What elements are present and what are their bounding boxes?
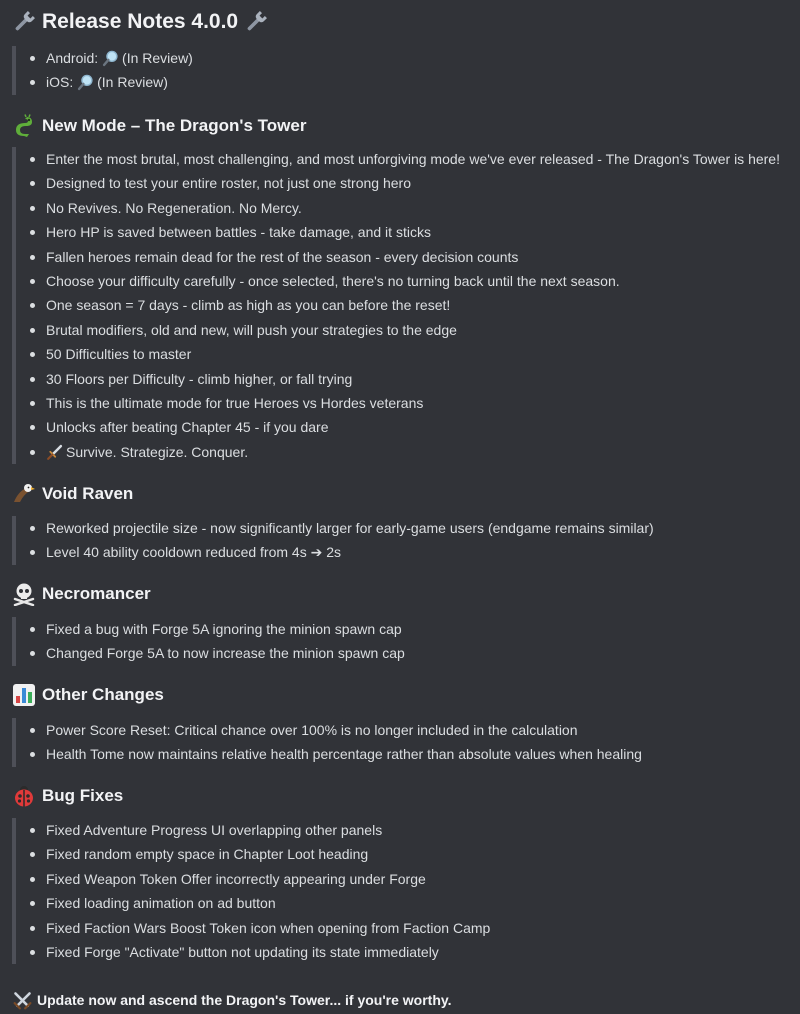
item-text: Fallen heroes remain dead for the rest of the season - every decision counts: [46, 248, 519, 265]
list-item: [30, 742, 642, 766]
list-item: [30, 440, 780, 464]
platform-status-quote: [12, 46, 193, 95]
item-text: Fixed Adventure Progress UI overlapping other panels: [46, 822, 383, 838]
skull-crossbones-icon: [12, 582, 36, 606]
item-text: Choose your difficulty carefully - once selected, there's no turning back until the next season.: [46, 272, 620, 289]
list-item: [30, 245, 780, 269]
item-text: Enter the most brutal, most challenging, and most unforgiving mode we've ever released - The Dragon's Tower is here!: [46, 151, 780, 167]
list-item: [30, 842, 490, 866]
item-text: Fixed Weapon Token Offer incorrectly appearing under Forge: [46, 870, 426, 887]
list-item: [30, 171, 780, 195]
list-item: [30, 367, 780, 391]
dragon-icon: [12, 114, 36, 138]
eagle-icon: [12, 482, 36, 506]
bar-chart-icon: [12, 683, 36, 707]
list-item: [30, 540, 654, 564]
section-heading-bug-fixes: [12, 783, 123, 809]
list-item: [30, 516, 654, 540]
list-item: [30, 617, 405, 641]
platform-label: iOS:: [46, 74, 74, 91]
item-text: Fixed loading animation on ad button: [46, 895, 276, 912]
platform-label: Android:: [46, 50, 99, 66]
list-item: [30, 641, 405, 665]
item-text: Changed Forge 5A to now increase the minion spawn cap: [46, 645, 405, 662]
bug-fixes-quote: [12, 818, 490, 964]
list-item: [30, 342, 780, 366]
item-text: Level 40 ability cooldown reduced from 4s ➔ 2s: [46, 544, 341, 561]
item-text: 30 Floors per Difficulty - climb higher, or fall trying: [46, 370, 353, 387]
item-text: Fixed random empty space in Chapter Loot heading: [46, 846, 369, 863]
section-heading-dragon-tower: [12, 113, 306, 139]
necromancer-quote: [12, 617, 405, 666]
dagger-icon: [46, 444, 63, 461]
release-title-row: [12, 6, 268, 38]
list-item: [30, 196, 780, 220]
item-text: Hero HP is saved between battles - take damage, and it sticks: [46, 224, 431, 241]
item-text: This is the ultimate mode for true Heroes vs Hordes veterans: [46, 394, 424, 411]
section-title: Void Raven: [42, 484, 134, 503]
list-item: [30, 818, 490, 842]
list-item: [30, 293, 780, 317]
item-text: Unlocks after beating Chapter 45 - if you dare: [46, 419, 329, 436]
list-item: [30, 269, 780, 293]
section-title: New Mode – The Dragon's Tower: [42, 116, 307, 135]
item-text: One season = 7 days - climb as high as you can before the reset!: [46, 297, 451, 314]
item-text: Brutal modifiers, old and new, will push your strategies to the edge: [46, 321, 457, 338]
magnifier-icon: [77, 74, 94, 91]
list-item: [30, 46, 193, 70]
item-text: 50 Difficulties to master: [46, 346, 192, 363]
list-item: [30, 147, 780, 171]
list-item: [30, 940, 490, 964]
item-text: Fixed Faction Wars Boost Token icon when opening from Faction Camp: [46, 919, 491, 936]
item-text: Fixed a bug with Forge 5A ignoring the minion spawn cap: [46, 621, 402, 637]
list-item: [30, 867, 490, 891]
wrench-icon: [12, 10, 36, 34]
magnifier-icon: [102, 50, 119, 67]
section-heading-necromancer: [12, 581, 151, 607]
section-title: Bug Fixes: [42, 786, 124, 805]
closing-text: Survive. Strategize. Conquer.: [66, 443, 249, 460]
list-item: [30, 891, 490, 915]
dragon-tower-quote: [12, 147, 780, 464]
list-item: [30, 718, 642, 742]
section-heading-other-changes: [12, 682, 164, 708]
item-text: Health Tome now maintains relative health percentage rather than absolute values when healing: [46, 746, 642, 763]
review-status: (In Review): [122, 50, 193, 66]
other-changes-quote: [12, 718, 642, 767]
list-item: [30, 415, 780, 439]
list-item: [30, 70, 193, 94]
crossed-swords-icon: [12, 990, 33, 1011]
item-text: Fixed Forge "Activate" button not updating its state immediately: [46, 943, 439, 960]
list-item: [30, 220, 780, 244]
item-text: Power Score Reset: Critical chance over 100% is no longer included in the calculation: [46, 722, 578, 738]
section-title: Necromancer: [42, 584, 151, 603]
list-item: [30, 391, 780, 415]
review-status: (In Review): [97, 74, 168, 91]
page-title: Release Notes 4.0.0: [42, 10, 239, 33]
footer-text: Update now and ascend the Dragon's Tower... if you're worthy.: [37, 992, 452, 1008]
void-raven-quote: [12, 516, 654, 565]
section-title: Other Changes: [42, 685, 164, 704]
list-item: [30, 916, 490, 940]
section-heading-void-raven: [12, 481, 133, 507]
item-text: No Revives. No Regeneration. No Mercy.: [46, 199, 302, 216]
footer-callout: [12, 988, 452, 1012]
list-item: [30, 318, 780, 342]
wrench-icon: [244, 10, 268, 34]
ladybug-icon: [12, 784, 36, 808]
item-text: Reworked projectile size - now significantly larger for early-game users (endgame remains similar): [46, 520, 654, 536]
item-text: Designed to test your entire roster, not just one strong hero: [46, 175, 411, 192]
